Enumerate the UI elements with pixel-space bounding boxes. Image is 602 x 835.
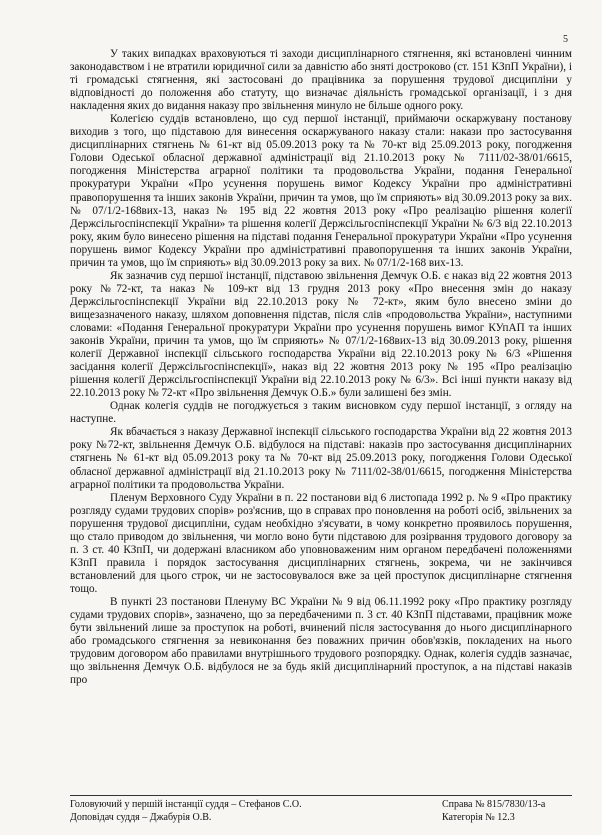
paragraph: Як зазначив суд першої інстанції, підставою звільнення Демчук О.Б. є наказ від 22 жовтня 2013 року №72-кт, та наказ № 109-кт від 13 грудня 2013 року «Про внесення змін до наказу Держсільгоспінспекції України від 22.10.2013 року № 72-кт», яким було внесено зміни до вищезазначеного наказу, шляхом доповнення підстав, після слів «продовольства України», наступними словами: «Подання Генеральної прокуратури України про усунення порушень вимог КУпАП та інших законів України, причин та умов, що їм сприяють» № 07/1/2-168вих-13 від 30.09.2013 року, рішення колегії Державної інспекції сільського господарства України від 22.10.2013 року № 6/3 «Рішення засідання колегії Держсільгоспінспекції», наказ від 22 жовтня 2013 року № 195 «Про реалізацію рішення колегії Держсільгоспінспекції України від 22.10.2013 року № 6/3». Всі інші пункти наказу від 22.10.2013 року № 72-кт «Про звільнення Демчук О.Б.» були залишені без змін. [70, 269, 572, 400]
footer-judges [70, 799, 302, 824]
footer-case-info [442, 799, 545, 824]
paragraph: Колегією суддів встановлено, що суд першої інстанції, приймаючи оскаржувану постанову виходив з того, що підставою для винесення оскаржуваного наказу стали: накази про застосування дисциплінарних стягнень № 61-кт від 05.09.2013 року та № 70-кт від 25.09.2013 року, погодження Голови Одеської обласної державної адміністрації від 21.10.2013 року № 7111/02-38/01/6615, погодження Міністерства аграрної політики та продовольства України, подання Генеральної прокуратури України «Про усунення порушень вимог Кодексу України про адміністративні правопорушення та інших законів України, причин та умов, що їм сприяють» від 30.09.2013 року за вих. № 07/1/2-168вих-13, наказ № 195 від 22 жовтня 2013 року «Про реалізацію рішення колегії Держсільгоспінспекції України» та рішення колегії Держсільгоспінспекції України № 6/3 від 22.10.2013 року, яким було винесено рішення на підставі подання Генеральної прокуратури України «Про усунення порушень вимог Кодексу України про адміністративні правопорушення та інших законів України, причин та умов, що їм сприяють» від 30.09.2013 року за вих. № 07/1/2-168 вих-13. [70, 113, 572, 269]
paragraph: Однак колегія суддів не погоджується з таким висновком суду першої інстанції, з огляду на наступне. [70, 400, 572, 426]
paragraph: В пункті 23 постанови Пленуму ВС України № 9 від 06.11.1992 року «Про практику розгляду судами трудових спорів», зазначено, що за передбаченими п. 3 ст. 40 КЗпП підставами, працівник може бути звільнений лише за проступок на роботі, вчинений після застосування до нього дисциплінарного або громадського стягнення за невиконання без поважних причин обов'язків, покладених на нього трудовим договором або правилами внутрішнього трудового розпорядку. Однак, колегія суддів зазначає, що звільнення Демчук О.Б. відбулося не за будь якій дисциплінарний проступок, а на підставі наказів про [70, 595, 572, 687]
case-number: Справа № 815/7830/13-а [442, 799, 546, 810]
document-body [70, 48, 572, 687]
paragraph: Як вбачається з наказу Державної інспекції сільського господарства України від 22 жовтня 2013 року №72-кт, звільнення Демчук О.Б. відбулося на підставі: наказів про застосування дисциплінарних стягнень № 61-кт від 05.09.2013 року та № 70-кт від 25.09.2013 року, погодження Голови Одеської обласної державної адміністрації від 21.10.2013 року № 7111/02-38/01/6615, погодження Міністерства аграрної політики та продовольства України. [70, 426, 572, 491]
judge-first-instance: Головуючий у першій інстанції суддя – Стефанов С.О. [70, 799, 302, 810]
page-number: 5 [563, 34, 568, 45]
footer-divider [70, 795, 572, 796]
case-category: Категорія № 12.3 [442, 811, 515, 823]
paragraph: Пленум Верховного Суду України в п. 22 постанови від 6 листопада 1992 р. № 9 «Про практику розгляду судами трудових спорів» роз'яснив, що в справах про поновлення на роботі осіб, звільнених за порушення трудової дисципліни, судам необхідно з'ясувати, в чому конкретно проявилось порушення, що стало приводом до звільнення, чи могло воно бути підставою для розірвання трудового договору за п. 3 ст. 40 КЗпП, чи додержані власником або уповноваженим ним органом передбачені положеннями КЗпП правила і порядок застосування дисциплінарних стягнень, зокрема, чи не закінчився встановлений для цього строк, чи не застосовувалося вже за цей проступок дисциплінарне стягнення тощо. [70, 491, 572, 595]
paragraph: У таких випадках враховуються ті заходи дисциплінарного стягнення, які встановлені чинним законодавством і не втратили юридичної сили за давністю або зняті достроково (ст. 151 КЗпП України), і ті громадські стягнення, які застосовані до працівника за порушення трудової дисципліни у відповідності до положення або статуту, що визначає діяльність громадської організації, і з дня накладення яких до видання наказу про звільнення минуло не більше одного року. [70, 48, 572, 113]
rapporteur-judge: Доповідач суддя – Джабурія О.В. [70, 811, 212, 823]
